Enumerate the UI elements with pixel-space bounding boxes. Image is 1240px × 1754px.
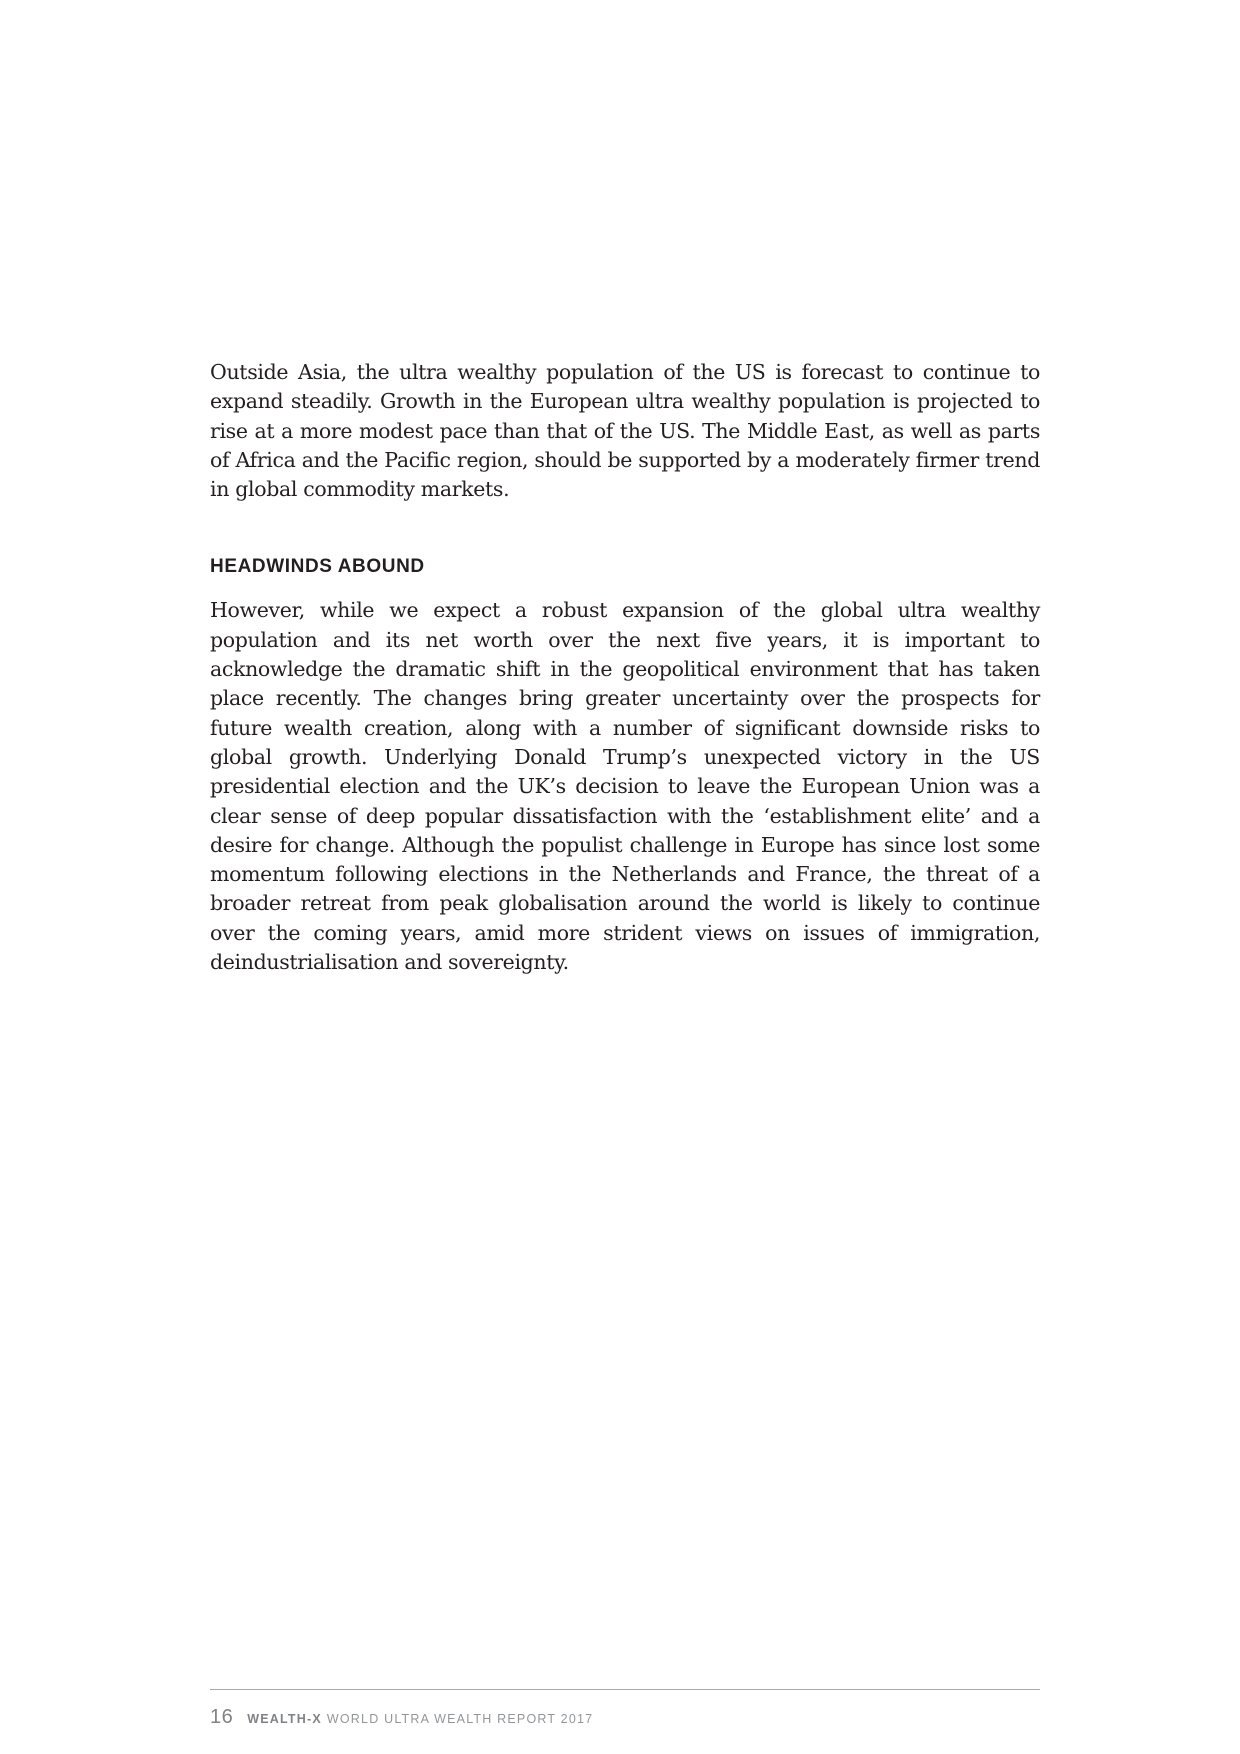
section-paragraph: However, while we expect a robust expansion of the global ultra wealthy population and its net worth over the next five years, it is important to acknowledge the dramatic shift in the geopolitical environment that has taken place recently. The changes bring greater uncertainty over the prospects for future wealth creation, along with a number of significant downside risks to global growth. Underlying Donald Trump’s unexpected victory in the US presidential election and the UK’s decision to leave the European Union was a clear sense of deep popular dissatisfaction with the ‘establishment elite’ and a desire for change. Although the populist challenge in Europe has since lost some momentum following elections in the Netherlands and France, the threat of a broader retreat from peak globalisation around the world is likely to continue over the coming years, amid more strident views on issues of immigration, deindustrialisation and sovereignty. [210,598,1040,975]
report-title: WORLD ULTRA WEALTH REPORT 2017 [326,1712,594,1726]
report-brand: WEALTH-X [247,1712,322,1726]
footer-divider [210,1689,1040,1690]
intro-paragraph: Outside Asia, the ultra wealthy population of the US is forecast to continue to expand steadily. Growth in the European ultra wealthy population is projected to rise at a more modest pace than that of the US. The Middle East, as well as parts of Africa and the Pacific region, should be supported by a moderately firmer trend in global commodity markets. [210,360,1040,502]
page-number: 16 [210,1706,234,1728]
footer-row [210,1706,1040,1729]
page-footer [210,1689,1040,1729]
article-body [210,358,1040,977]
section-heading: HEADWINDS ABOUND [210,556,425,578]
